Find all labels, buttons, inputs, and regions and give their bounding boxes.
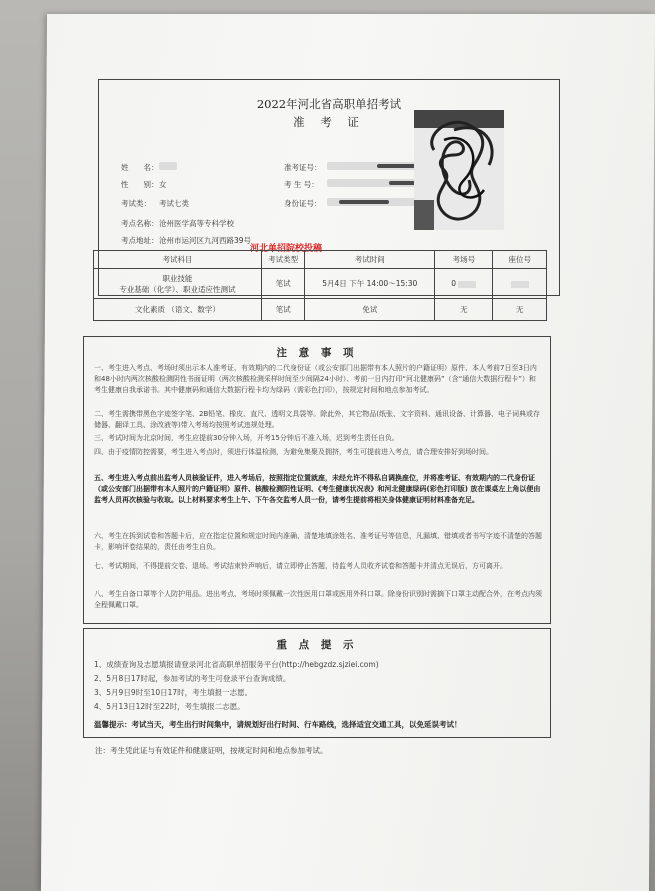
notice-item: 七、考试期间，不得提前交卷、退场。考试结束铃声响后，请立即停止答题，待监考人员收齐试卷和答题卡并清点无误后，方可离开。 [94,562,507,570]
table-row [94,299,547,321]
table-row [94,269,547,299]
address-value: 沧州市运河区九河西路39号 [159,236,252,245]
notice-item: 一、考生进入考点、考场时须出示本人准考证、有效期内的二代身份证（或公安部门出据带有本人照片的户籍证明）原件、本人考前7日至3日内和48小时内两次核酸检测阴性书面证明（两次核酸检测采样时间至少间隔24小时）、考前一日内打印“河北健康码”（含“通信大数据行程卡”）和考生健康自我承诺书。其中健康码和通信大数据行程卡均为绿码（需彩色打印），按规定时间和地点参加考试。 [94,364,537,394]
col-seat: 座位号 [493,251,547,269]
seat-cell: 无 [493,299,547,321]
tip-item: 2、5月8日17时起，参加考试的考生可登录平台查询成绩。 [94,674,291,683]
exam-no-label: 考 生 号： [284,180,319,189]
address-label: 考点地址： [121,236,159,245]
category-value: 考试七类 [159,199,189,208]
tip-item: 3、5月9日9时至10日17时，考生填报一志愿。 [94,688,253,697]
subject-line: 专业基础（化学）、职业适应性测试 [119,284,236,294]
time-cell: 免试 [305,299,435,321]
col-type: 考试类型 [261,251,304,269]
seat-cell [493,269,547,299]
category-label: 考试类： [121,199,151,208]
time-cell: 5月4日 下午 14:00～15:30 [305,269,435,299]
gender-value: 女 [159,180,167,189]
notice-box [83,336,551,624]
admit-no-label: 准考证号： [284,163,322,172]
notice-item: 二、考生需携带黑色字迹签字笔、2B铅笔、橡皮、直尺、透明文具袋等。除此外，其它物品(纸张、文字资料、通讯设备、计算器、电子词典或存储器、翻译工具、涂改液等)带入考场均按照考试违规处理。 [94,410,540,429]
subject-cell [94,269,262,299]
warm-tip: 温馨提示：考试当天，考生出行时间集中，请规划好出行时间、行车路线，选择适宜交通工具，以免延误考试！ [94,720,462,729]
site-label: 考点名称： [121,219,159,228]
notice-item: 四、由于疫情防控需要，考生进入考点时，须进行体温检测，为避免集聚及拥挤，考生可提前进入考点，请合理安排好到场时间。 [94,448,493,456]
tip-item: 1、成绩查询及志愿填报请登录河北省高职单招服务平台(http://hebgzdz.sjziei.com) [94,660,379,669]
seat-redaction [511,281,529,288]
notice-item: 三、考试时间为北京时间，考生应提前30分钟入场，开考15分钟后不准入场，迟到考生责任自负。 [94,434,399,442]
scribbled-photo [414,110,504,230]
room-cell: 无 [435,299,493,321]
tips-box [83,628,551,738]
id-label: 身份证号： [284,199,322,208]
notice-title: 注 意 事 项 [276,347,358,359]
tips-title: 重 点 提 示 [276,639,358,651]
table-header-row [94,251,547,269]
ticket-subtitle: 准 考 证 [293,115,365,129]
exam-schedule-table [93,250,547,321]
subject-line: 职业技能 [162,273,193,283]
footnote: 注：考生凭此证与有效证件和健康证明，按规定时间和地点参加考试。 [95,746,328,755]
room-value: 0 [451,279,457,288]
room-redaction [458,281,476,288]
notice-item: 八、考生自备口罩等个人防护用品。进出考点、考场时须佩戴一次性医用口罩或医用外科口罩。除身份识别时需摘下口罩主动配合外，在考点内须全程佩戴口罩。 [94,590,542,609]
notice-item: 六、考生在拆到试卷和答题卡后，应在指定位置和规定时间内准确、清楚地填涂姓名、准考证号等信息，凡漏填、错填或者书写字迹不清楚的答题卡，影响评卷结果的，责任由考生自负。 [94,532,542,551]
tip-item: 4、5月13日12时至22时，考生填报二志愿。 [94,702,245,711]
id-mark [339,200,389,204]
type-cell: 笔试 [261,269,304,299]
type-cell: 笔试 [261,299,304,321]
notice-item: 五、考生进入考点前出监考人员核验证件，进入考场后，按照指定位置就座，未经允许不得私自调换座位，并将准考证、有效期内的二代身份证（或公安部门出据带有本人照片的户籍证明）原件、核酸检测阴性证明、《考生健康状况表》和河北健康绿码(彩色打印版) 放在课桌左上角以便由监考人员再次核验与收取。以上材料要求考生上午、下午各交监考人员一份，请考生提前将相关身体健康证明材料准备充足。 [94,474,541,504]
col-room: 考场号 [435,251,493,269]
site-value: 沧州医学高等专科学校 [159,219,234,228]
red-watermark: 河北单招院校投稿 [250,244,323,254]
subject-cell: 文化素质 （语文、数学） [94,299,262,321]
col-time: 考试时间 [305,251,435,269]
name-redaction [159,162,177,170]
ticket-title: 2022年河北省高职单招考试 [256,97,402,111]
room-cell [435,269,493,299]
name-label: 姓 名： [121,163,159,172]
gender-label: 性 别： [121,180,159,189]
col-subject: 考试科目 [94,251,262,269]
